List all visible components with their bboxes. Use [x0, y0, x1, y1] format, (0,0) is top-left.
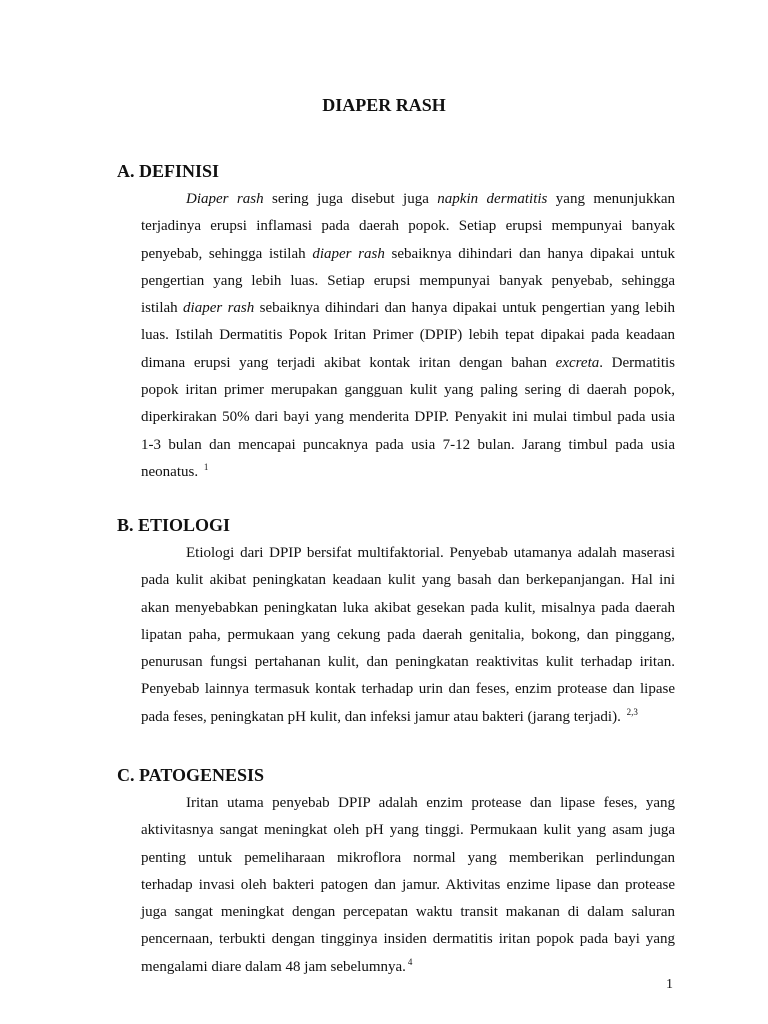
paragraph-line: neonatus. $^1$: [141, 461, 209, 480]
paragraph-etiologi: [141, 540, 675, 731]
paragraph-line: Iritan utama penyebab DPIP adalah enzim protease dan lipase feses, yang: [186, 795, 675, 811]
paragraph-line: juga sangat meningkat dengan percepatan waktu transit makanan di dalam saluran: [141, 904, 675, 921]
paragraph-line: popok iritan primer merupakan gangguan kulit yang paling sering di daerah popok,: [141, 382, 675, 399]
paragraph-line: akan menyebabkan peningkatan luka akibat gesekan pada kulit, misalnya pada daerah: [141, 599, 675, 616]
section-heading-etiologi: B. ETIOLOGI: [117, 515, 231, 535]
paragraph-line: pada feses, peningkatan pH kulit, dan infeksi jamur atau bakteri (jarang terjadi). $^{2,3}$: [141, 706, 638, 725]
paragraph-line: terhadap invasi oleh bakteri patogen dan jamur. Aktivitas enzime lipase dan protease: [141, 876, 675, 893]
paragraph-line: dimana erupsi yang terjadi akibat kontak iritan dengan bahan excreta. Dermatitis: [141, 354, 675, 371]
paragraph-line: Etiologi dari DPIP bersifat multifaktorial. Penyebab utamanya adalah maserasi: [186, 545, 675, 561]
paragraph-line: lipatan paha, permukaan yang cekung pada daerah genitalia, bokong, dan pinggang,: [141, 626, 675, 643]
paragraph-line: istilah diaper rash sebaiknya dihindari dan hanya dipakai untuk pengertian yang lebih: [141, 300, 675, 317]
paragraph-line: Diaper rash sering juga disebut juga napkin dermatitis yang menunjukkan: [186, 191, 676, 207]
paragraph-line: luas. Istilah Dermatitis Popok Iritan Primer (DPIP) lebih tepat dipakai pada keadaan: [141, 327, 675, 344]
paragraph-line: penting untuk pemeliharaan mikroflora normal yang memberikan perlindungan: [141, 849, 675, 866]
paragraph-line: pengertian yang lebih luas. Setiap erupsi mempunyai banyak penyebab, sehingga: [141, 272, 675, 289]
paragraph-patogenesis: [141, 790, 675, 981]
page-number: 1: [666, 977, 673, 992]
paragraph-line: diperkirakan 50% dari bayi yang menderita DPIP. Penyakit ini mulai timbul pada usia: [141, 409, 675, 426]
paragraph-line: pencernaan, terbukti dengan tingginya insiden dermatitis iritan popok pada bayi yang: [141, 931, 675, 948]
section-heading-patogenesis: C. PATOGENESIS: [117, 765, 265, 785]
paragraph-line: aktivitasnya sangat meningkat oleh pH yang tinggi. Permukaan kulit yang asam juga: [141, 822, 675, 839]
page-title: DIAPER RASH: [322, 95, 446, 115]
paragraph-line: Penyebab lainnya termasuk kontak terhadap urin dan feses, enzim protease dan lipase: [141, 681, 675, 698]
paragraph-definisi: [141, 186, 675, 486]
paragraph-line: penurusan fungsi pertahanan kulit, dan peningkatan reaktivitas kulit terhadap iritan.: [141, 654, 675, 671]
section-heading-definisi: A. DEFINISI: [117, 161, 220, 181]
paragraph-line: terjadinya erupsi inflamasi pada daerah popok. Setiap erupsi mempunyai banyak: [141, 218, 675, 235]
paragraph-line: 1-3 bulan dan mencapai puncaknya pada usia 7-12 bulan. Jarang timbul pada usia: [141, 436, 675, 453]
paragraph-line: pada kulit akibat peningkatan keadaan kulit yang basah dan berkepanjangan. Hal ini: [141, 572, 675, 589]
paragraph-line: mengalami diare dalam 48 jam sebelumnya. $^4$: [141, 956, 413, 975]
paragraph-line: penyebab, sehingga istilah diaper rash sebaiknya dihindari dan hanya dipakai untuk: [141, 245, 675, 262]
